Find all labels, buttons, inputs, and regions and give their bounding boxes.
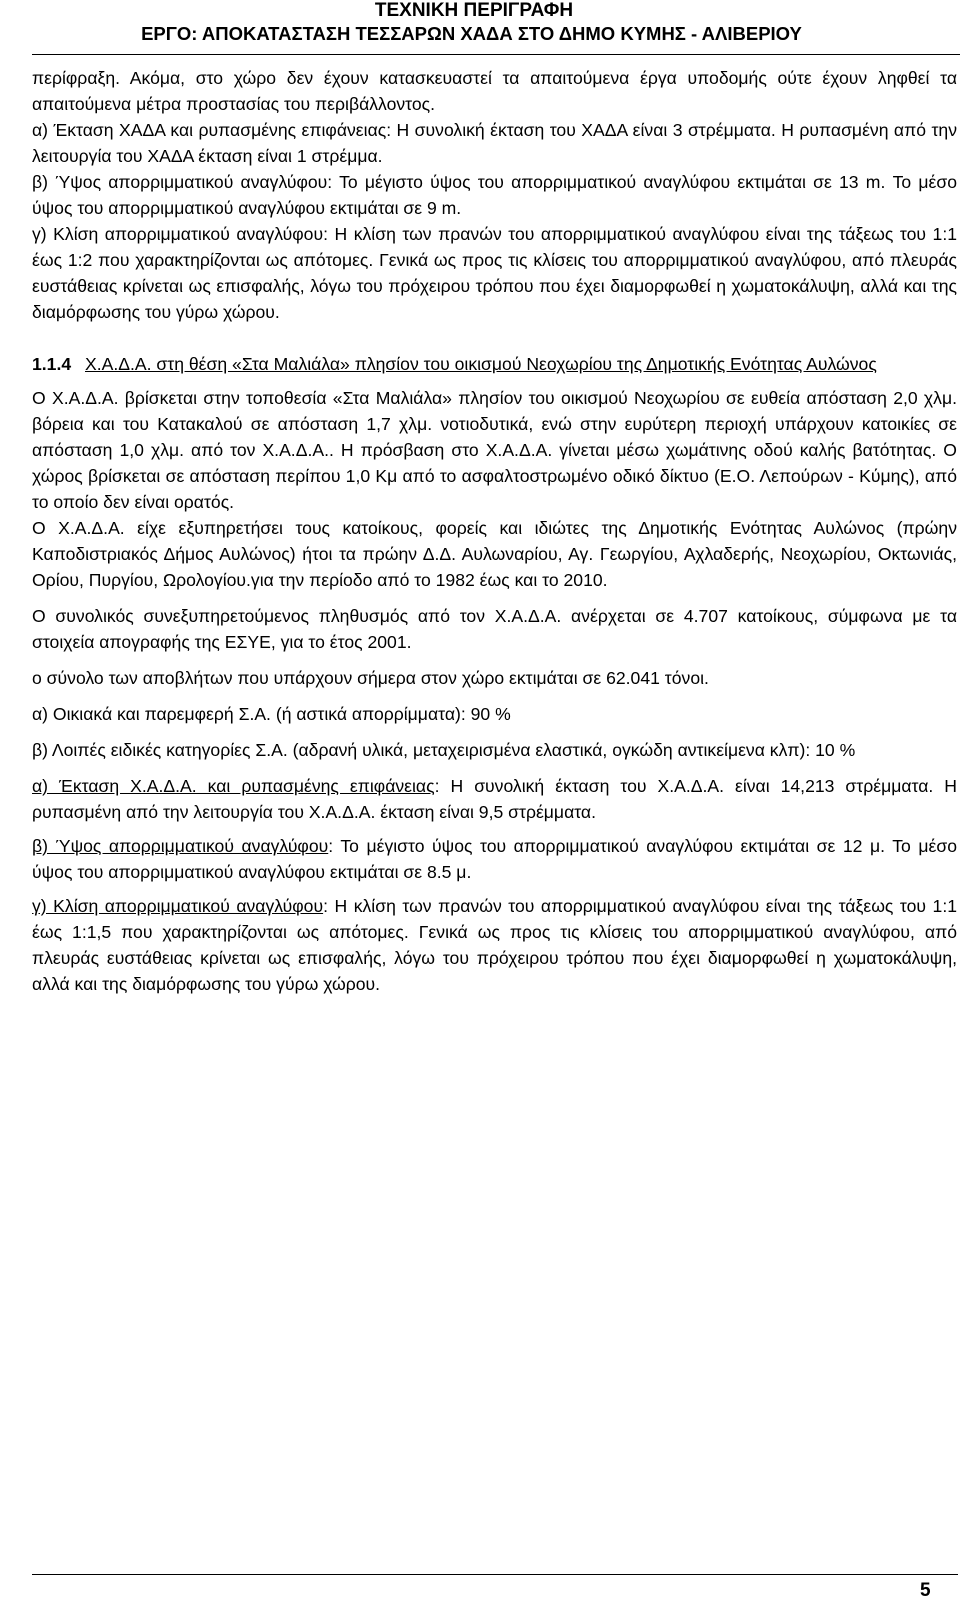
header-divider [32, 54, 960, 55]
page-header [0, 0, 928, 46]
paragraph-household-waste: α) Οικιακά και παρεμφερή Σ.Α. (ή αστικά απορρίμματα): 90 % [32, 704, 511, 724]
height-text: : Το μέγιστο ύψος του απορριμματικού αναγλύφου εκτιμάται σε 12 μ. Το μέσο ύψος του απορριμματικού αναγλύφου εκτιμάται σε 8.5 μ. [32, 836, 957, 882]
paragraph-slope-c: γ) Κλίση απορριμματικού αναγλύφου: Η κλίση των πρανών του απορριμματικού αναγλύφου είναι της τάξεως του 1:1 έως 1:2 που χαρακτηρίζονται ως απότομες. Γενικά ως προς τις κλίσεις του απορριμματικού αναγλύφου, από πλευράς ευστάθειας κρίνεται ως επισφαλής, λόγω του πρόχειρου τρόπου που έχει διαμορφωθεί η χωματοκάλυψη, αλλά και της διαμόρφωσης του γύρω χώρου. [32, 224, 957, 322]
paragraph-other-waste: β) Λοιπές ειδικές κατηγορίες Σ.Α. (αδρανή υλικά, μεταχειρισμένα ελαστικά, ογκώδη αντικείμενα κλπ): 10 % [32, 740, 856, 760]
section-number: 1.1.4 [32, 354, 72, 374]
section-title: Χ.Α.Δ.Α. στη θέση «Στα Μαλιάλα» πλησίον του οικισμού Νεοχωρίου της Δημοτικής Ενότητας Αυλώνος [85, 354, 877, 374]
page-number: 5 [920, 1580, 931, 1601]
paragraph-area-details [32, 773, 957, 825]
paragraph-fencing: περίφραξη. Ακόμα, στο χώρο δεν έχουν κατασκευαστεί τα απαιτούμενα έργα υποδομής ούτε έχουν ληφθεί τα απαιτούμενα μέτρα προστασίας του περιβάλλοντος. [32, 68, 957, 114]
paragraph-height-details [32, 833, 957, 885]
area-label: α) Έκταση Χ.Α.Δ.Α. και ρυπασμένης επιφάνειας [32, 776, 435, 796]
paragraph-location: Ο Χ.Α.Δ.Α. βρίσκεται στην τοποθεσία «Στα Μαλιάλα» πλησίον του οικισμού Νεοχωρίου σε ευθεία απόσταση 2,0 χλμ. βόρεια και του Κατακαλού σε απόσταση 1,7 χλμ. νοτιοδυτικά, ενώ στην ευρύτερη περιοχή υπάρχουν κατοικίες σε απόσταση 1,0 χλμ. από τον Χ.Α.Δ.Α.. Η πρόσβαση στο Χ.Α.Δ.Α. γίνεται μέσω χωμάτινης οδού καλής βατότητας. Ο χώρος βρίσκεται σε απόσταση περίπου 1,0 Κμ από το ασφαλτοστρωμένο οδικό δίκτυο (Ε.Ο. Λεπούρων - Κύμης), από το οποίο δεν είναι ορατός. [32, 388, 957, 512]
document-body [32, 65, 957, 997]
paragraph-total-waste: ο σύνολο των αποβλήτων που υπάρχουν σήμερα στον χώρο εκτιμάται σε 62.041 τόνοι. [32, 668, 709, 688]
footer-divider [32, 1574, 958, 1575]
paragraph-served-areas: Ο Χ.Α.Δ.Α. είχε εξυπηρετήσει τους κατοίκους, φορείς και ιδιώτες της Δημοτικής Ενότητας Αυλώνος (πρώην Καποδιστριακός Δήμος Αυλώνος) ήτοι τα πρώην Δ.Δ. Αυλωναρίου, Αγ. Γεωργίου, Αχλαδερής, Νεοχωρίου, Οκτωνιάς, Ορίου, Πυργίου, Ωρολογίου.για την περίοδο από το 1982 έως και το 2010. [32, 518, 957, 590]
slope-text: : Η κλίση των πρανών του απορριμματικού αναγλύφου είναι της τάξεως του 1:1 έως 1:1,5 που χαρακτηρίζονται ως απότομες. Γενικά ως προς τις κλίσεις του απορριμματικού αναγλύφου, από πλευράς ευστάθειας κρίνεται ως επισφαλής, λόγω του πρόχειρου τρόπου που έχει διαμορφωθεί η χωματοκάλυψη, αλλά και της διαμόρφωσης του γύρω χώρου. [32, 896, 957, 994]
slope-label: γ) Κλίση απορριμματικού αναγλύφου [32, 896, 324, 916]
project-title: ΕΡΓΟ: ΑΠΟΚΑΤΑΣΤΑΣΗ ΤΕΣΣΑΡΩΝ ΧΑΔΑ ΣΤΟ ΔΗΜΟ ΚΥΜΗΣ - ΑΛΙΒΕΡΙΟΥ [141, 23, 802, 44]
document-title: ΤΕΧΝΙΚΗ ΠΕΡΙΓΡΑΦΗ [374, 0, 574, 21]
section-heading [32, 351, 957, 377]
height-label: β) Ύψος απορριμματικού αναγλύφου [32, 836, 329, 856]
paragraph-height-b: β) Ύψος απορριμματικού αναγλύφου: Το μέγιστο ύψος του απορριμματικού αναγλύφου εκτιμάται σε 13 m. Το μέσο ύψος του απορριμματικού αναγλύφου εκτιμάται σε 9 m. [32, 172, 957, 218]
paragraph-slope-details [32, 893, 957, 997]
area-text: : Η συνολική έκταση του Χ.Α.Δ.Α. είναι 14,213 στρέμματα. Η ρυπασμένη από την λειτουργία του Χ.Α.Δ.Α. έκταση είναι 9,5 στρέμματα. [32, 776, 958, 822]
paragraph-area-a: α) Έκταση ΧΑΔΑ και ρυπασμένης επιφάνειας: Η συνολική έκταση του ΧΑΔΑ είναι 3 στρέμματα. Η ρυπασμένη από την λειτουργία του ΧΑΔΑ έκταση είναι 1 στρέμμα. [32, 120, 957, 166]
paragraph-population: Ο συνολικός συνεξυπηρετούμενος πληθυσμός από τον Χ.Α.Δ.Α. ανέρχεται σε 4.707 κατοίκους, σύμφωνα με τα στοιχεία απογραφής της ΕΣΥΕ, για το έτος 2001. [32, 606, 957, 652]
